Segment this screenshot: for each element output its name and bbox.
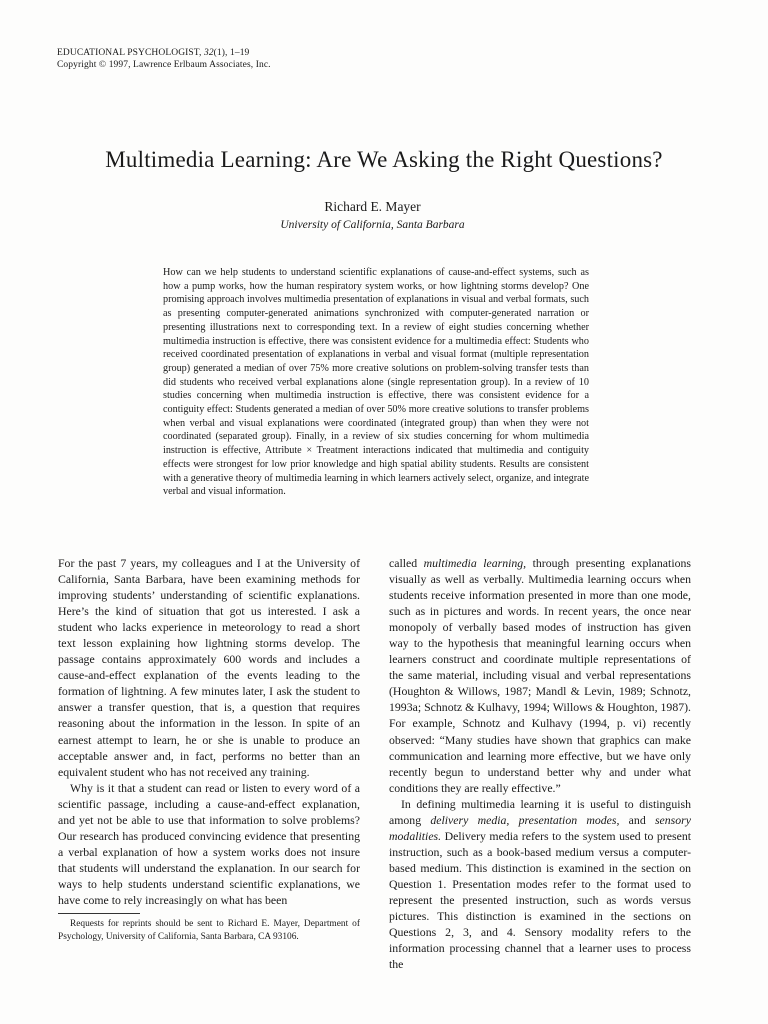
journal-header xyxy=(57,47,271,71)
journal-volume: 32 xyxy=(203,48,214,58)
paragraph xyxy=(389,555,691,796)
paragraph: Why is it that a student can read or listen to every word of a scientific passage, including a cause-and-effect explanation, and yet not be able to use that information to solve problems? Our research has produced convincing evidence that presenting a verbal explanation of how a system works does not insure that students will understand the explanation. In our search for ways to help students understand scientific explanations, we have come to rely increasingly on what has been xyxy=(58,780,360,907)
footnote-divider xyxy=(58,913,140,914)
text-run: and xyxy=(619,812,655,827)
emphasis: multimedia learning, xyxy=(423,556,527,570)
abstract: How can we help students to understand scientific explanations of cause-and-effect systems, such as how a pump works, how the human respiratory system works, or how lightning storms develop? One promising approach involves multimedia presentation of explanations in visual and verbal formats, such as presenting computer-generated animations synchronized with computer-generated narration or presenting illustrations next to corresponding text. In a review of eight studies concerning whether multimedia instruction is effective, there was consistent evidence for a multimedia effect: Students who received coordinated presentation of explanations in verbal and visual format (multiple representation group) generated a median of over 75% more creative solutions on problem-solving transfer tests than did students who received verbal explanations alone (single representation group). In a review of 10 studies concerning when multimedia instruction is effective, there was consistent evidence for a contiguity effect: Students generated a median of over 50% more creative solutions to transfer problems when verbal and visual explanations were coordinated (integrated group) than when they were not coordinated (separated group). Finally, in a review of six studies concerning for whom multimedia instruction is effective, Attribute × Treatment interactions indicated that multimedia and contiguity effects were strongest for low prior knowledge and high spatial ability students. Results are consistent with a generative theory of multimedia learning in which learners actively select, organize, and integrate verbal and visual information. xyxy=(163,267,589,498)
paragraph xyxy=(389,796,691,973)
text-run: In defining multimedia learning it is useful to distinguish among xyxy=(389,796,691,827)
journal-issue-pages: (1), 1–19 xyxy=(213,48,250,58)
text-run: called xyxy=(389,556,424,570)
footnote xyxy=(58,918,360,943)
article-title: Multimedia Learning: Are We Asking the Right Questions? xyxy=(105,147,663,172)
body-column-left xyxy=(58,555,360,908)
journal-citation xyxy=(57,47,271,59)
emphasis: delivery media, presentation modes, xyxy=(430,812,620,827)
article-author: Richard E. Mayer xyxy=(324,199,421,214)
body-column-right xyxy=(389,555,691,972)
copyright-line: Copyright © 1997, Lawrence Erlbaum Associates, Inc. xyxy=(57,60,271,70)
text-run: through presenting explanations visually as well as verbally. Multimedia learning occurs when students receive information presented in more than one mode, such as in pictures and words. In recent years, the once near monopoly of verbally based modes of instruction has given way to the hypothesis that meaningful learning occurs when learners construct and coordinate multiple representations of the same material, including visual and verbal representations (Houghton & Willows, 1987; Mandl & Levin, 1989; Schnotz, 1993a; Schnotz & Kulhavy, 1994; Willows & Houghton, 1987). For example, Schnotz and Kulhavy (1994, p. vi) recently observed: “Many studies have shown that graphics can make communication and learning more effective, but we have only recently begun to understand better why and under what conditions they are really effective.” xyxy=(389,556,691,795)
footnote-text: Requests for reprints should be sent to Richard E. Mayer, Department of Psychology, University of California, Santa Barbara, CA 93106. xyxy=(58,919,360,942)
paragraph: For the past 7 years, my colleagues and I at the University of California, Santa Barbara, have been examining methods for improving students’ understanding of scientific explanations. Here’s the kind of situation that got us interested. I ask a student who lacks experience in meteorology to read a short text lesson explaining how lightning storms develop. The passage contains approximately 600 words and includes a cause-and-effect explanation of the events leading to the formation of lightning. A few minutes later, I ask the student to answer a transfer question, that is, a question that requires reasoning about the information in the lesson. In spite of an earnest attempt to learn, he or she is unable to produce an acceptable answer and, in fact, performs no better than an equivalent student who has not received any training. xyxy=(58,556,360,779)
emphasis: sensory modalities. xyxy=(389,812,691,843)
text-run: Delivery media refers to the system used to present instruction, such as a book-based medium versus a computer-based medium. This distinction is examined in the section on Question 1. Presentation modes refer to the format used to represent the presented instruction, such as words versus pictures. This distinction is examined in the sections on Questions 2, 3, and 4. Sensory modality refers to the information processing channel that a learner uses to process the xyxy=(389,828,691,972)
article-affiliation: University of California, Santa Barbara xyxy=(280,219,465,231)
journal-name: EDUCATIONAL PSYCHOLOGIST, xyxy=(57,48,202,58)
